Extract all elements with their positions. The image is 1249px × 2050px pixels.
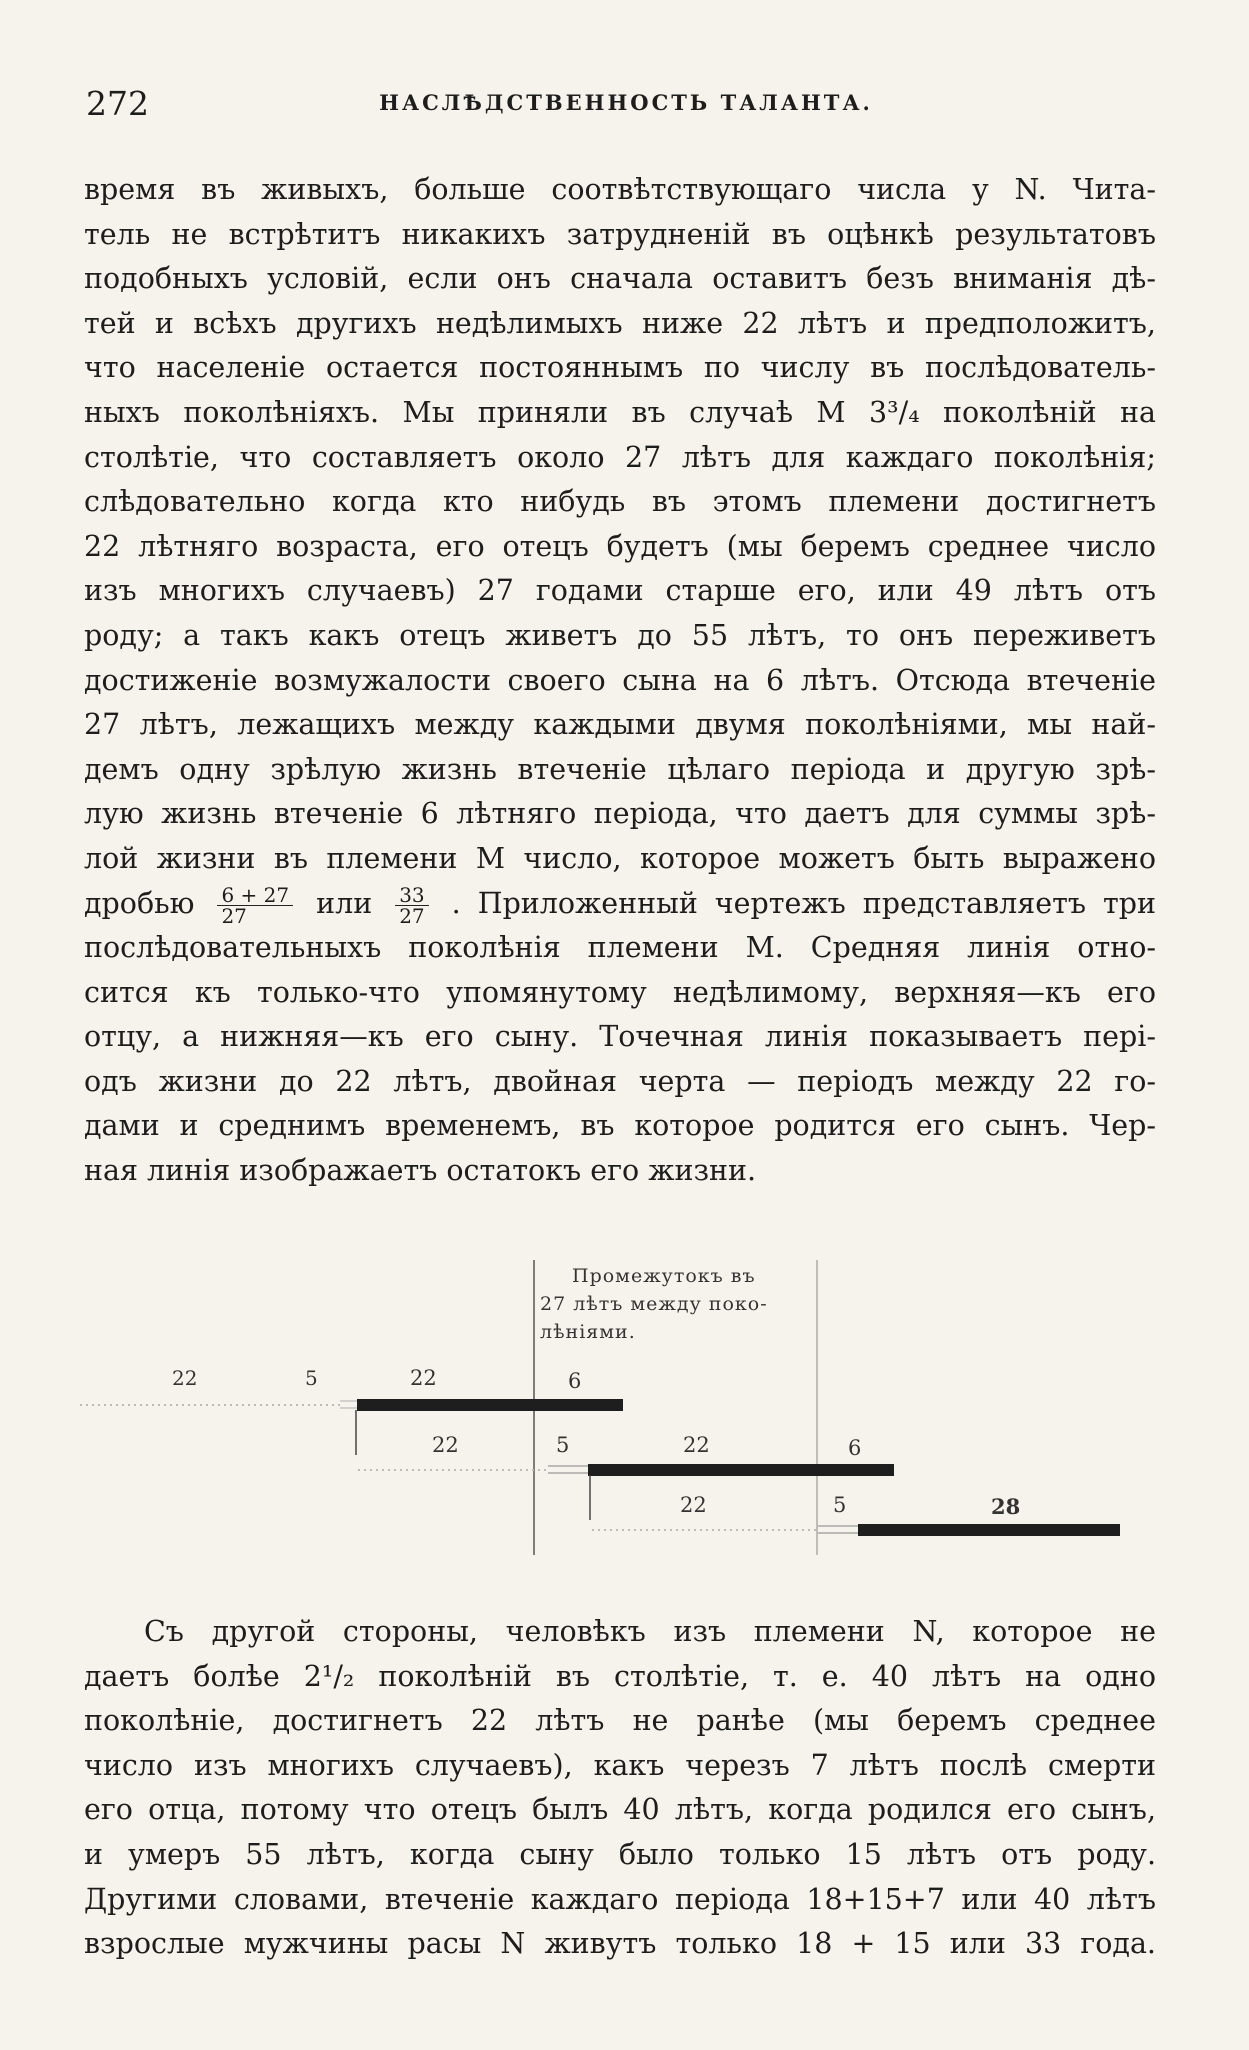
text-line: и умеръ 55 лѣтъ, когда сыну было только 15 лѣтъ отъ роду.	[84, 1837, 1156, 1871]
row2-black-label-a: 22	[683, 1433, 710, 1457]
fraction-line-middle: или	[316, 886, 373, 920]
text-line: лой жизни въ племени М число, которое можетъ быть выражено	[84, 841, 1156, 875]
text-line: достиженіе возмужалости своего сына на 6 лѣтъ. Отсюда втеченіе	[84, 663, 1156, 697]
fraction-line-before: дробью	[84, 886, 195, 920]
row3-black-bar	[858, 1524, 1120, 1536]
text-line: дами и среднимъ временемъ, въ которое родится его сынъ. Чер-	[84, 1109, 1156, 1143]
row3-double-label: 5	[833, 1493, 847, 1517]
fraction-2-denominator: 27	[399, 903, 425, 928]
text-line: число изъ многихъ случаевъ), какъ черезъ 7 лѣтъ послѣ смерти	[84, 1748, 1156, 1782]
generations-diagram	[0, 1250, 1249, 1570]
row1-black-label-b: 6	[568, 1369, 582, 1393]
fraction-1-denominator: 27	[221, 903, 247, 928]
text-line: лую жизнь втеченіе 6 лѣтняго періода, что даетъ для суммы зрѣ-	[84, 797, 1156, 831]
page-number: 272	[86, 84, 149, 123]
row1-black-label-a: 22	[410, 1366, 437, 1390]
text-line: взрослые мужчины расы N живутъ только 18 + 15 или 33 года.	[84, 1927, 1156, 1961]
text-line: даетъ болѣе 2¹/₂ поколѣній въ столѣтіе, т. е. 40 лѣтъ на одно	[84, 1659, 1156, 1693]
text-line: одъ жизни до 22 лѣтъ, двойная черта — періодъ между 22 го-	[84, 1064, 1156, 1098]
row2-black-bar	[588, 1464, 894, 1476]
text-line: время въ живыхъ, больше соотвѣтствующаго числа у N. Чита-	[84, 173, 1156, 206]
text-line: столѣтіе, что составляетъ около 27 лѣтъ для каждаго поколѣнія;	[84, 440, 1156, 474]
diagram-caption-line-1: Промежутокъ въ	[572, 1265, 756, 1287]
running-title: НАСЛѢДСТВЕННОСТЬ ТАЛАНТА.	[379, 90, 873, 115]
text-line: подобныхъ условій, если онъ сначала оставитъ безъ вниманія дѣ-	[84, 262, 1156, 296]
row2-double-label: 5	[556, 1433, 570, 1457]
fraction-1-numerator: 6 + 27	[217, 885, 293, 906]
row3-black-label: 28	[991, 1494, 1021, 1519]
row1-dotted-label: 22	[172, 1366, 198, 1390]
fraction-line	[84, 882, 1156, 927]
row2-dotted-label: 22	[432, 1433, 459, 1457]
paragraph-1	[84, 168, 1156, 1194]
diagram-caption-line-3: лѣніями.	[540, 1321, 636, 1343]
text-line: 22 лѣтняго возраста, его отецъ будетъ (мы беремъ среднее число	[84, 529, 1156, 563]
text-line: изъ многихъ случаевъ) 27 годами старше его, или 49 лѣтъ отъ	[84, 574, 1156, 608]
text-line: сится къ только-что упомянутому недѣлимому, верхняя—къ его	[84, 975, 1156, 1009]
text-line: ная линія изображаетъ остатокъ его жизни.	[84, 1154, 757, 1188]
page-header	[86, 84, 1166, 134]
fraction-2-numerator: 33	[395, 885, 428, 906]
text-line: Другими словами, втеченіе каждаго періода 18+15+7 или 40 лѣтъ	[84, 1882, 1156, 1916]
text-line: тей и всѣхъ другихъ недѣлимыхъ ниже 22 лѣтъ и предположитъ,	[84, 306, 1156, 340]
fraction-2	[395, 882, 428, 928]
row2-black-label-b: 6	[848, 1436, 862, 1460]
text-line: слѣдовательно когда кто нибудь въ этомъ племени достигнетъ	[84, 485, 1156, 519]
text-line: поколѣніе, достигнетъ 22 лѣтъ не ранѣе (мы беремъ среднее	[84, 1704, 1156, 1738]
text-line: отцу, а нижняя—къ его сыну. Точечная линія показываетъ пері-	[84, 1020, 1156, 1054]
fraction-1	[217, 882, 293, 928]
text-line: послѣдовательныхъ поколѣнія племени М. Средняя линія отно-	[84, 931, 1156, 965]
text-line: тель не встрѣтитъ никакихъ затрудненій въ оцѣнкѣ результатовъ	[84, 217, 1156, 251]
row3-dotted-label: 22	[680, 1493, 707, 1517]
diagram-caption-line-2: 27 лѣтъ между поко-	[540, 1293, 768, 1315]
text-line: Съ другой стороны, человѣкъ изъ племени N, которое не	[144, 1615, 1156, 1648]
paragraph-2	[84, 1610, 1156, 1967]
text-line: ныхъ поколѣніяхъ. Мы приняли въ случаѣ М 3³/₄ поколѣній на	[84, 395, 1156, 429]
text-line: 27 лѣтъ, лежащихъ между каждыми двумя поколѣніями, мы най-	[84, 708, 1156, 742]
text-line: его отца, потому что отецъ былъ 40 лѣтъ, когда родился его сынъ,	[84, 1793, 1156, 1827]
fraction-line-after: . Приложенный чертежъ представляетъ три	[451, 886, 1157, 920]
text-line: что населеніе остается постояннымъ по числу въ послѣдователь-	[84, 351, 1156, 385]
text-line: демъ одну зрѣлую жизнь втеченіе цѣлаго періода и другую зрѣ-	[84, 752, 1156, 786]
text-line: роду; а такъ какъ отецъ живетъ до 55 лѣтъ, то онъ переживетъ	[84, 618, 1156, 652]
row1-double-label: 5	[305, 1366, 318, 1390]
row1-black-bar	[357, 1399, 623, 1411]
